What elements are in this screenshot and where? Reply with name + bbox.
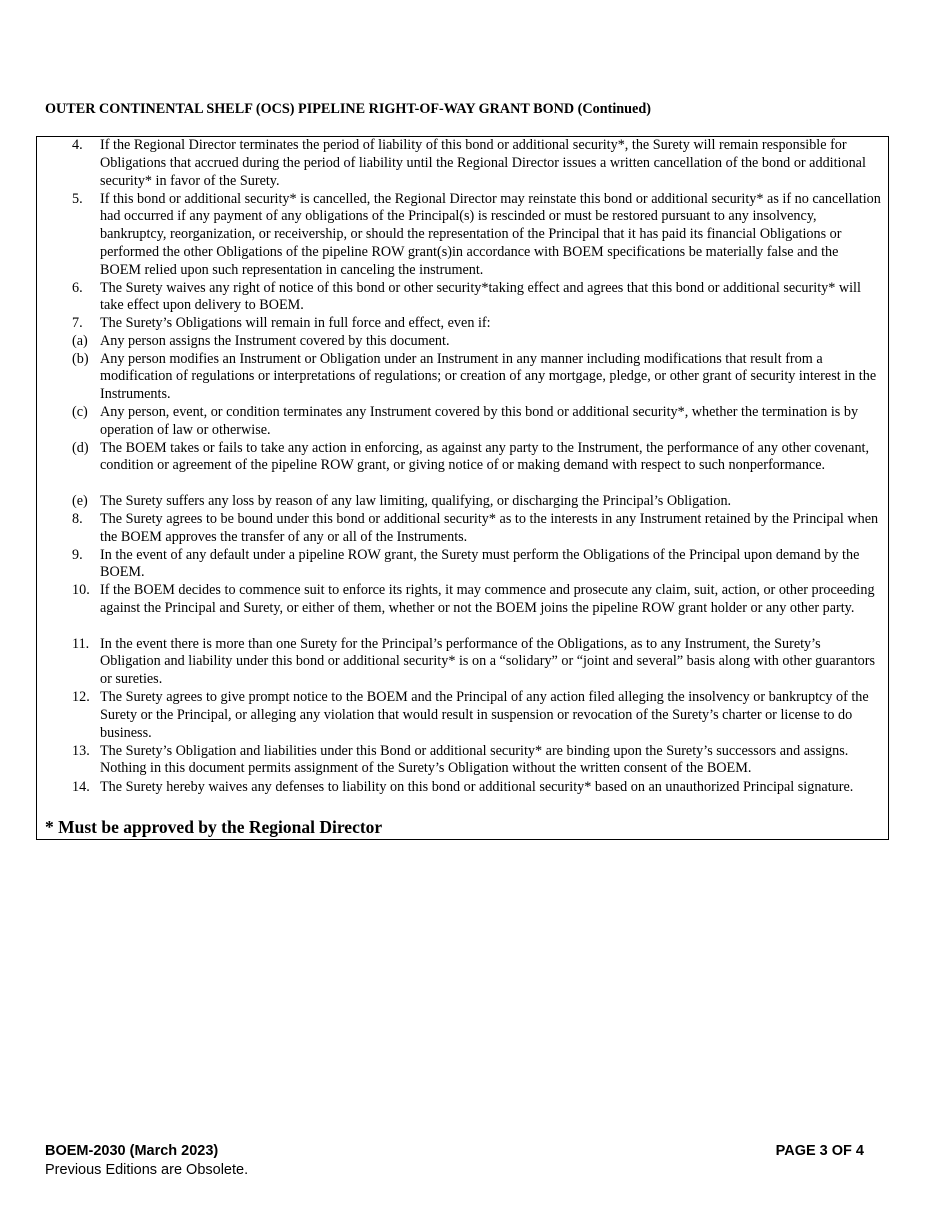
approval-note: * Must be approved by the Regional Director (45, 817, 383, 837)
item-marker: (e) (72, 493, 88, 509)
item-marker: 7. (72, 315, 83, 331)
conditions-box (36, 136, 889, 840)
item-marker: 13. (72, 742, 90, 759)
item-text: The Surety hereby waives any defenses to liability on this bond or additional security* based on an unauthorized Principal signature. (100, 779, 854, 795)
item-text: The Surety agrees to give prompt notice to the BOEM and the Principal of any action filed alleging the insolvency or bankruptcy of the Surety or the Principal, or alleging any violation that would result in suspension or revocation of the Surety’s charter or license to do business. (100, 689, 869, 741)
item-marker: 12. (72, 689, 90, 705)
item-marker: (d) (72, 439, 89, 456)
item-text: The Surety’s Obligations will remain in full force and effect, even if: (100, 315, 491, 331)
item-text: The Surety agrees to be bound under this bond or additional security* as to the interests in any Instrument retained by the Principal when the BOEM approves the transfer of any or all of the Instruments. (100, 511, 879, 545)
item-marker: (a) (72, 333, 88, 349)
footer-left (45, 1142, 248, 1180)
item-text: Any person, event, or condition terminates any Instrument covered by this bond or additional security*, whether the termination is by operation of law or otherwise. (100, 404, 859, 438)
item-text: If the Regional Director terminates the period of liability of this bond or additional security*, the Surety will remain responsible for Obligations that accrued during the period of liability until the Regional Director issues a written cancellation of the bond or additional security* in favor of the Surety. (100, 137, 866, 189)
item-marker: (c) (72, 404, 88, 420)
page-title: OUTER CONTINENTAL SHELF (OCS) PIPELINE RIGHT-OF-WAY GRANT BOND (Continued) (45, 101, 651, 117)
item-marker: (b) (72, 350, 89, 367)
page-number: PAGE 3 OF 4 (775, 1143, 864, 1159)
item-text: The Surety suffers any loss by reason of any law limiting, qualifying, or discharging the Principal’s Obligation. (100, 493, 732, 509)
item-text: In the event there is more than one Surety for the Principal’s performance of the Obligations, as to any Instrument, the Surety’s Obligation and liability under this bond or additional security* is on a “solidary” or “joint and several” basis along with other guarantors or sureties. (100, 635, 876, 688)
item-text: The Surety waives any right of notice of this bond or other security*taking effect and agrees that this bond or additional security* will take effect upon delivery to BOEM. (100, 279, 861, 314)
item-text: The BOEM takes or fails to take any action in enforcing, as against any party to the Instrument, the performance of any other covenant, condition or agreement of the pipeline ROW grant, or giving notice of or making demand with respect to such nonperformance. (100, 439, 870, 474)
item-text: If this bond or additional security* is cancelled, the Regional Director may reinstate this bond or additional security* as if no cancellation had occurred if any payment of any obligations of the Principal(s) is rescinded or must be restored pursuant to any insolvency, bankruptcy, reorganization, or receivership, or should the representation of the Principal that it has paid its financial Obligations or performed the other Obligations of the pipeline ROW grant(s)in accordance with BOEM specifications be materially false and the BOEM relied upon such representation in canceling the instrument. (100, 190, 881, 278)
item-text: Any person modifies an Instrument or Obligation under an Instrument in any manner including modifications that result from a modification of regulations or interpretations of regulations; or creation of any mortgage, pledge, or other grant of security interest in the Instruments. (100, 350, 877, 403)
item-text: If the BOEM decides to commence suit to enforce its rights, it may commence and prosecute any claim, suit, action, or other proceeding against the Principal and Surety, or either of them, whether or not the BOEM joins the pipeline ROW grant holder or any other party. (100, 582, 875, 616)
item-text: Any person assigns the Instrument covered by this document. (100, 333, 450, 349)
item-marker: 6. (72, 279, 83, 296)
form-number: BOEM-2030 (March 2023) (45, 1143, 219, 1159)
item-marker: 10. (72, 582, 90, 598)
item-marker: 9. (72, 546, 83, 563)
item-marker: 5. (72, 190, 83, 207)
item-text: The Surety’s Obligation and liabilities under this Bond or additional security* are binding upon the Surety’s successors and assigns. Nothing in this document permits assignment of the Surety’s Obligation without the written consent of the BOEM. (100, 742, 849, 777)
item-marker: 8. (72, 511, 83, 527)
item-text: In the event of any default under a pipeline ROW grant, the Surety must perform the Obligations of the Principal upon demand by the BOEM. (100, 546, 860, 581)
editions-notice: Previous Editions are Obsolete. (45, 1162, 249, 1178)
item-marker: 14. (72, 779, 90, 795)
item-marker: 4. (72, 137, 83, 153)
item-marker: 11. (72, 635, 90, 652)
